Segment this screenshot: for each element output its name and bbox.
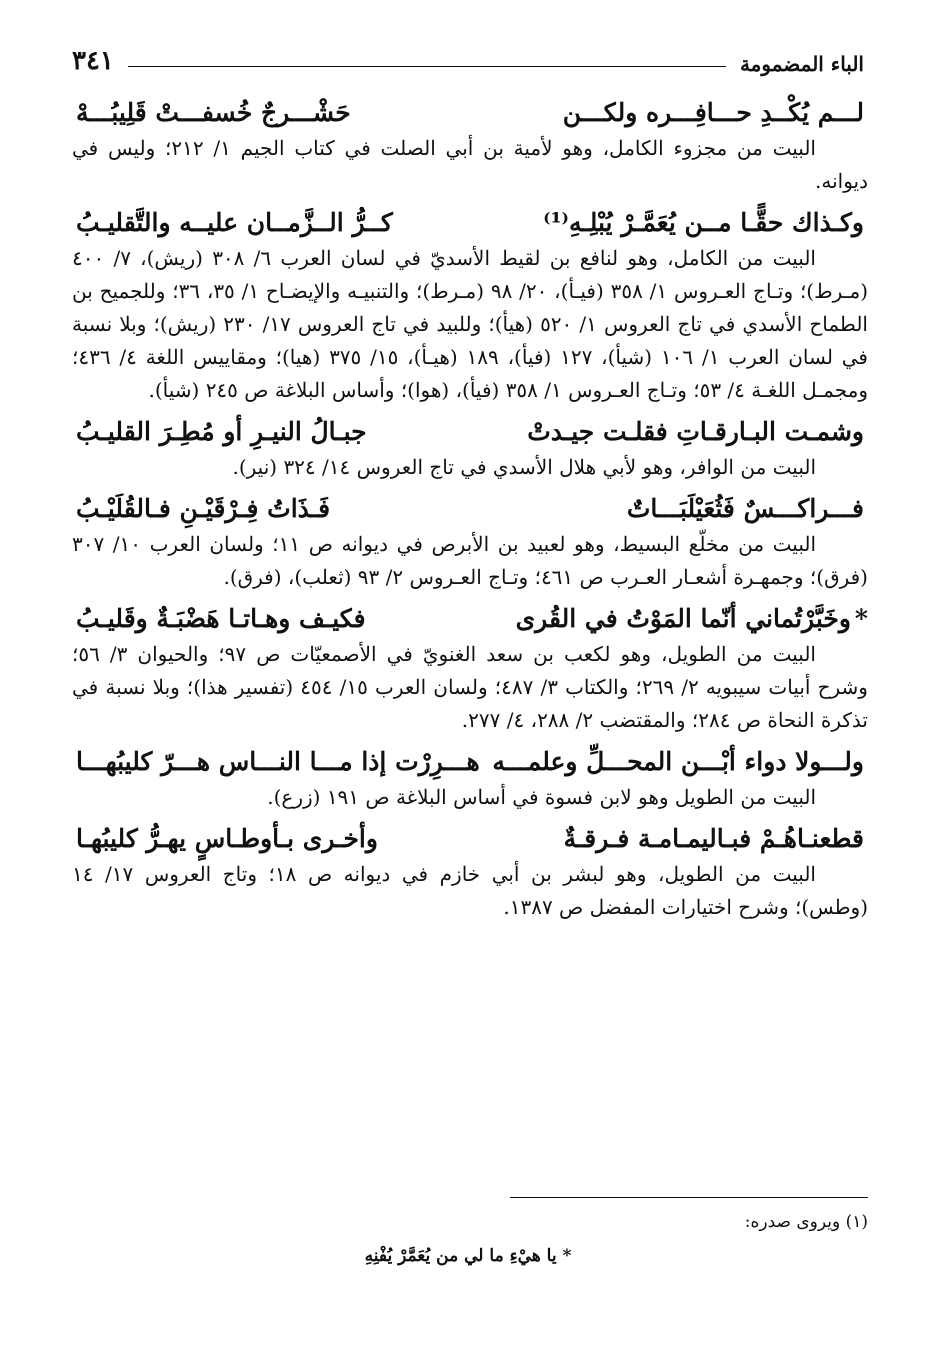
verse-entry <box>72 604 868 737</box>
first-hemistich: فـــراكـــسٌ فَثُعَيْلَبَـــاتٌ <box>626 494 864 523</box>
first-hemistich: لـــم يُكْــدِ حـــافِـــره ولكـــن <box>562 98 864 127</box>
footnote-label: (١) ويروى صدره: <box>744 1212 868 1232</box>
second-hemistich: وأخـرى بـأوطـاسٍ يهـرُّ كليبُهـا <box>76 824 378 853</box>
verse-line <box>72 494 868 524</box>
page-number: ٣٤١ <box>72 46 114 76</box>
verse-entry <box>72 417 868 484</box>
verse-commentary: البيت من مجزوء الكامل، وهو لأمية بن أبي الصلت في كتاب الجيم ١/ ٢١٢؛ وليس في ديوانه. <box>72 136 868 193</box>
first-hemistich: *وخَبَّرْتُماني أنّما المَوْتُ في القُرى <box>515 604 868 633</box>
verse-commentary: البيت من الطويل وهو لابن فسوة في أساس البلاغة ص ١٩١ (زرع). <box>267 785 816 809</box>
verse-entry <box>72 98 868 198</box>
page-body <box>72 88 868 928</box>
first-hemistich: وكـذاك حقًّـا مــن يُعَمَّـرْ يُبْلِـهِ⁽¹⁾ <box>543 208 864 237</box>
footnote-quote: * يا هيْءِ ما لي من يُعَمَّرْ يُفْنِهِ <box>364 1246 572 1266</box>
verse-line <box>72 208 868 238</box>
verse-marker: * <box>854 604 868 633</box>
first-hemistich: قطعنـاهُـمْ فبـاليمـامـة فـرقـةٌ <box>563 824 864 853</box>
second-hemistich: حَشْـــرجٌ خُسفـــتْ قَلِيبُـــهْ <box>76 98 351 127</box>
verse-entry <box>72 494 868 594</box>
verse-line <box>72 824 868 854</box>
second-hemistich: جبـالُ النيـرِ أو مُطِـرَ القليـبُ <box>76 417 367 446</box>
verse-line <box>72 604 868 634</box>
verse-line <box>72 98 868 128</box>
running-head: الباء المضمومة <box>739 52 864 76</box>
verse-entry <box>72 824 868 924</box>
second-hemistich: فَـذَاتُ فِـرْقَيْـنِ فـالقُلَيْـبُ <box>76 494 331 523</box>
first-hemistich: وشمـت البـارقـاتِ فقلـت جيـدتْ <box>527 417 864 446</box>
verse-entry <box>72 747 868 814</box>
second-hemistich: فكيـف وهـاتـا هَضْبَـةٌ وقَليـبُ <box>76 604 366 633</box>
header-rule <box>128 66 726 67</box>
second-hemistich: هـــرِرْت إذا مـــا النـــاس هـــرّ كليبُهـــا <box>76 747 480 776</box>
verse-commentary: البيت من الطويل، وهو لبشر بن أبي خازم في ديوانه ص ١٨؛ وتاج العروس ١٧/ ١٤ (وطس)؛ وشرح اختيارات المفضل ص ١٣٨٧. <box>72 862 868 919</box>
footnote-rule <box>510 1197 868 1198</box>
verse-line <box>72 747 868 777</box>
verse-entry <box>72 208 868 407</box>
verse-commentary: البيت من الطويل، وهو لكعب بن سعد الغنويّ في الأصمعيّات ص ٩٧؛ والحيوان ٣/ ٥٦؛ وشرح أبيات سيبويه ٢/ ٢٦٩؛ والكتاب ٣/ ٤٨٧؛ ولسان العرب ١٥/ ٤٥٤ (تفسير هذا)؛ وبلا نسبة في تذكرة النحاة ص ٢٨٤؛ والمقتضب ٢/ ٢٨٨، ٤/ ٢٧٧. <box>72 642 868 732</box>
verse-commentary: البيت من الوافر، وهو لأبي هلال الأسدي في تاج العروس ١٤/ ٣٢٤ (نير). <box>232 455 816 479</box>
second-hemistich: كــرُّ الــزَّمــان عليــه والتَّقليـبُ <box>76 208 393 237</box>
verse-commentary: البيت من الكامل، وهو لنافع بن لقيط الأسديّ في لسان العرب ٦/ ٣٠٨ (ريش)، ٧/ ٤٠٠ (مـرط)؛ وتـاج العـروس ١/ ٣٥٨ (فيـأ)، ٢٠/ ٩٨ (مـرط)؛ والتنبيـه والإيضـاح ١/ ٣٥، ٣٦؛ وللجميح بن الطماح الأسدي في تاج العروس ١/ ٥٢٠ (هيأ)؛ وللبيد في تاج العروس ١٧/ ٢٣٠ (ريش)؛ وبلا نسبة في لسان العرب ١/ ١٠٦ (شيأ)، ١٢٧ (فيأ)، ١٨٩ (هيـأ)، ١٥/ ٣٧٥ (هيا)؛ ومقاييس اللغة ٤/ ٤٣٦؛ ومجمـل اللغـة ٤/ ٥٣؛ وتـاج العـروس ١/ ٣٥٨ (فيأ)، (هوا)؛ وأساس البلاغة ص ٢٤٥ (شيأ). <box>72 246 869 402</box>
first-hemistich: ولـــولا دواء أبْـــن المحـــلِّ وعلمـــه <box>492 747 864 776</box>
page-header <box>72 36 864 76</box>
verse-commentary: البيت من مخلّع البسيط، وهو لعبيد بن الأبرص في ديوانه ص ١١؛ ولسان العرب ١٠/ ٣٠٧ (فرق)؛ وجمهـرة أشعـار العـرب ص ٤٦١؛ وتـاج العـروس ٢/ ٩٣ (ثعلب)، (فرق). <box>72 532 868 589</box>
verse-line <box>72 417 868 447</box>
